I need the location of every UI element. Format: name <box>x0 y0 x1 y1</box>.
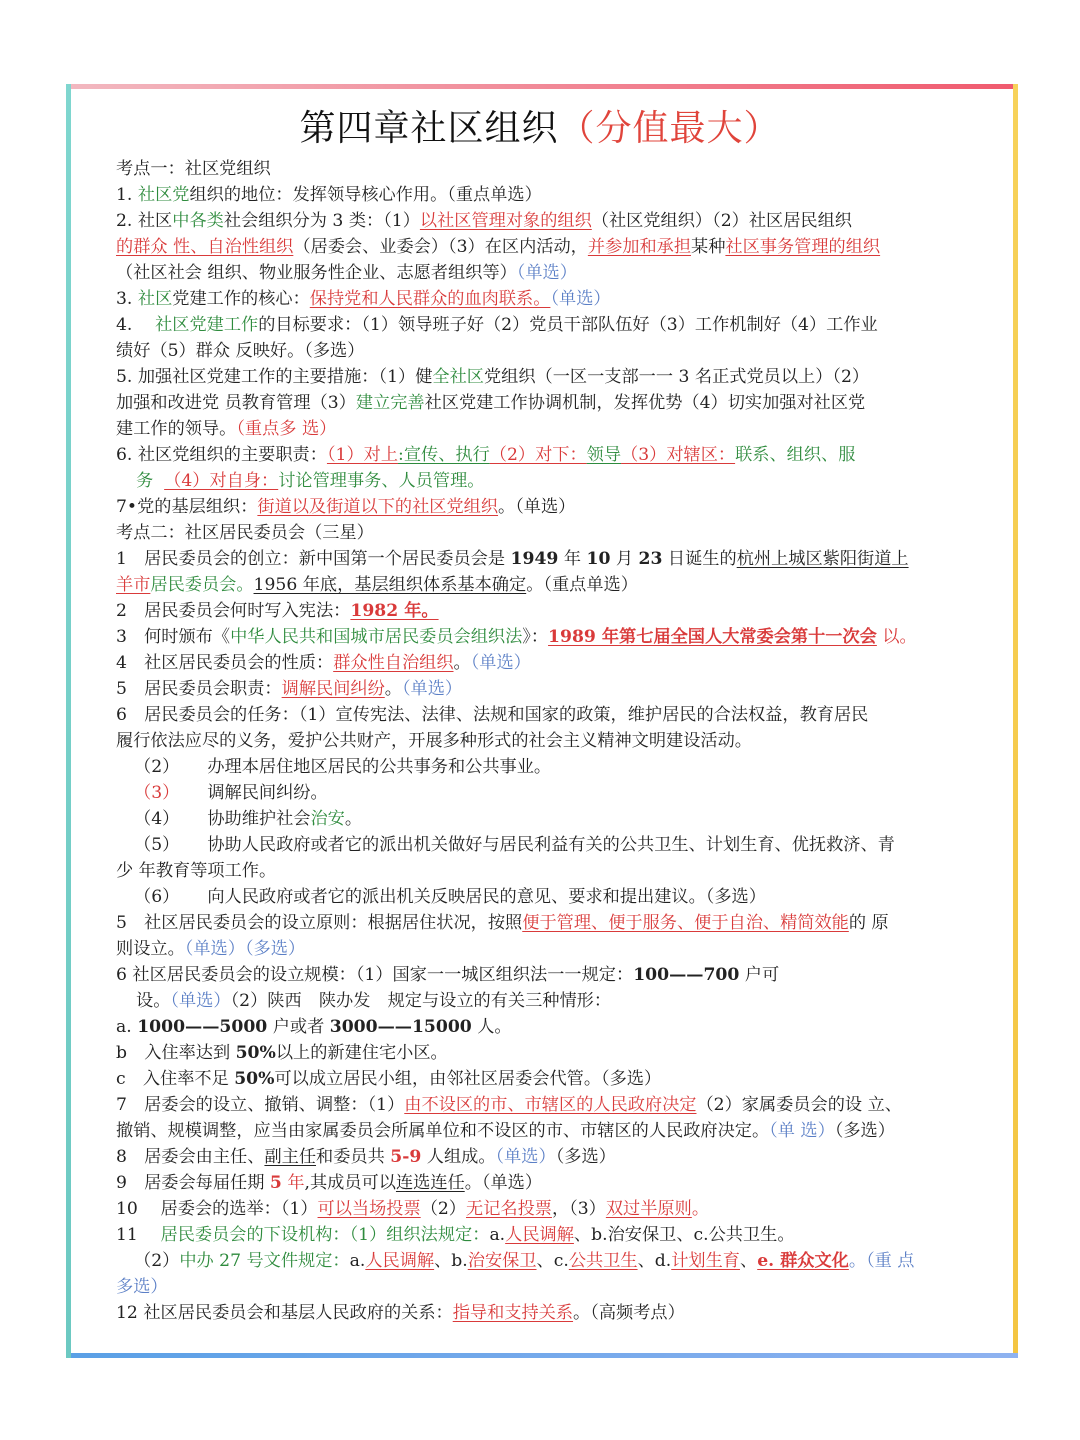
seg: 可以成立居民小组，由邻社区居委会代管。（多选） <box>274 1069 662 1089</box>
seg: 、c. <box>536 1251 569 1271</box>
seg: a. <box>489 1225 506 1245</box>
text-line <box>116 1014 986 1040</box>
seg: 3. <box>116 289 138 309</box>
seg: 年 <box>281 1173 305 1193</box>
text-line <box>116 988 986 1014</box>
seg: 社区党 <box>137 185 190 205</box>
text-line <box>116 1066 986 1092</box>
seg: 4. <box>116 315 156 335</box>
seg: 组织的地位：发挥领导核心作用。（重点单选） <box>189 185 542 205</box>
seg: 居民委员会。 <box>150 575 254 595</box>
seg: 50% <box>235 1043 276 1063</box>
seg: 人民调解 <box>365 1251 435 1271</box>
seg: 12 社区居民委员会和基层人民政府的关系： <box>116 1303 453 1323</box>
seg: 务 <box>136 471 154 491</box>
seg: （单选） <box>401 679 463 699</box>
seg: a. <box>349 1251 366 1271</box>
seg: （单选）（多选） <box>184 939 306 959</box>
seg: 。（重 点 <box>848 1251 915 1271</box>
seg: 。 <box>344 809 363 829</box>
text-line <box>116 546 986 572</box>
seg: 人。 <box>471 1017 512 1037</box>
seg: 的 原 <box>848 913 889 933</box>
seg: （单选） <box>550 289 611 309</box>
text-line <box>116 1300 986 1326</box>
seg: 可以当场投票 <box>317 1199 421 1219</box>
seg: （单选） <box>170 991 231 1011</box>
text-line <box>116 416 986 442</box>
seg: 社区事务管理的组织 <box>725 237 881 257</box>
seg: 中各类 <box>172 211 224 231</box>
seg: 群众性自治组织 <box>333 653 454 673</box>
seg: 1. <box>116 185 138 205</box>
seg: 9 居委会每届任期 <box>116 1173 270 1193</box>
text-line <box>116 1274 986 1300</box>
seg: 副主任 <box>264 1147 317 1167</box>
seg: （4）对自身： <box>164 471 279 491</box>
seg: 协助维护社会 <box>207 809 311 829</box>
text-line <box>116 390 986 416</box>
seg: 50% <box>234 1069 275 1089</box>
seg: （单选） <box>495 1147 556 1167</box>
text-line <box>116 754 986 780</box>
heading-text: 考点二：社区居民委员会（三星） <box>116 523 374 543</box>
seg: 4 社区居民委员会的性质： <box>116 653 334 673</box>
seg: 则设立。 <box>116 939 185 959</box>
page-title <box>0 104 1080 154</box>
seg: 以上的新建住宅小区。 <box>275 1043 448 1063</box>
seg: 6 居民委员会的任务：（1）宣传宪法、法律、法规和国家的政策，维护居民的合法权益，教育居民 <box>116 705 869 725</box>
seg: 日诞生的 <box>662 549 737 569</box>
seg: 、 <box>740 1251 758 1271</box>
seg: 8 居委会由主任、 <box>116 1147 265 1167</box>
seg: 1956 年底，基层组织体系基本确定 <box>253 575 527 595</box>
seg: （2）对下： <box>489 445 587 465</box>
seg: 的群众 性、自治性组织 <box>116 237 294 257</box>
seg: （4） <box>134 809 180 829</box>
seg: 社会组织分为 3 类：（1） <box>223 211 420 231</box>
seg: 某种 <box>691 237 726 257</box>
seg: 街道以及街道以下的社区党组织 <box>257 497 499 517</box>
seg: 5 社区居民委员会的设立原则：根据居住状况，按照 <box>116 913 523 933</box>
seg: 领导 <box>586 445 622 465</box>
text-line <box>116 312 986 338</box>
seg: 10 居委会的选举：（1） <box>116 1199 318 1219</box>
seg: 人民调解 <box>505 1225 574 1245</box>
frame-left-border <box>66 84 71 1358</box>
text-line <box>116 1170 986 1196</box>
seg: 2 居民委员会何时写入宪法： <box>116 601 351 621</box>
text-line <box>116 494 986 520</box>
seg: 无记名投票 <box>466 1199 552 1219</box>
seg: 党建工作的核心： <box>172 289 310 309</box>
seg: 公共卫生 <box>568 1251 638 1271</box>
section-heading-1 <box>116 156 986 182</box>
seg: 7 居委会的设立、撤销、调整：（1） <box>116 1095 405 1115</box>
seg: 设。 <box>136 991 171 1011</box>
seg: 社区党建工作 <box>155 315 259 335</box>
seg: 、d. <box>637 1251 672 1271</box>
seg: 5 居民委员会职责： <box>116 679 282 699</box>
seg: e. 群众文化 <box>757 1251 849 1271</box>
title-main: 第四章社区组织 <box>299 108 559 149</box>
text-line <box>116 1092 986 1118</box>
seg: （3）对辖区： <box>621 445 736 465</box>
seg: 月 <box>610 549 639 569</box>
seg: 多选） <box>116 1277 168 1297</box>
seg: 便于管理、便于服务、便于自治、精简效能 <box>522 913 849 933</box>
seg: 7•党的基层组织： <box>116 497 258 517</box>
seg: a. <box>116 1017 138 1037</box>
text-line <box>116 676 986 702</box>
seg: 少 年教育等项工作。 <box>116 861 277 881</box>
seg: 23 <box>638 549 663 569</box>
text-line <box>116 1040 986 1066</box>
seg: 调解民间纠纷。 <box>207 783 328 803</box>
seg: 1989 年第七届全国人大常委会第十一次会 <box>548 627 877 647</box>
text-line <box>116 702 986 728</box>
text-line <box>116 1248 986 1274</box>
text-line <box>116 286 986 312</box>
seg: 10 <box>586 549 611 569</box>
seg: 联系、组织、服 <box>735 445 856 465</box>
text-line <box>116 1144 986 1170</box>
seg: （多选） <box>555 1147 616 1167</box>
seg: 5-9 <box>390 1147 422 1167</box>
seg: ，（3） <box>551 1199 606 1219</box>
seg: 社区 <box>137 289 173 309</box>
seg: （单选） <box>516 263 577 283</box>
text-line <box>116 936 986 962</box>
heading-text: 考点一：社区党组织 <box>116 159 271 179</box>
text-line <box>116 260 986 286</box>
text-line <box>116 234 986 260</box>
text-line <box>116 962 986 988</box>
seg: 11 <box>116 1225 161 1245</box>
seg: 绩好（5）群众 反映好。（多选） <box>116 341 365 361</box>
seg: （多选） <box>834 1121 895 1141</box>
seg: 居民委员会的下设机构：（1）组织法规定： <box>160 1225 490 1245</box>
seg: 治安 <box>310 809 345 829</box>
text-line <box>116 1196 986 1222</box>
text-line <box>116 364 986 390</box>
seg: 撤销、规模调整，应当由家属委员会所属单位和不设区的市、市辖区的人民政府决定。 <box>116 1121 770 1141</box>
seg: （社区社会 组织、物业服务性企业、志愿者组织等） <box>116 263 517 283</box>
seg: （社区党组织）（2）社区居民组织 <box>591 211 852 231</box>
seg: 3 何时颁布《 <box>116 627 231 647</box>
frame-right-border <box>1013 84 1018 1358</box>
seg: 讨论管理事务、人员管理。 <box>278 471 485 491</box>
seg: 协助人民政府或者它的派出机关做好与居民利益有关的公共卫生、计划生育、优抚救济、青 <box>207 835 895 855</box>
seg: 1 居民委员会的创立：新中国第一个居民委员会是 <box>116 549 511 569</box>
text-line <box>116 858 986 884</box>
text-line <box>116 910 986 936</box>
text-line <box>116 884 986 910</box>
seg: 双过半原则 <box>605 1199 692 1219</box>
seg: 全社区 <box>432 367 484 387</box>
seg: 连选连任 <box>395 1173 465 1193</box>
seg: （单 选） <box>769 1121 835 1141</box>
text-line <box>116 572 986 598</box>
seg: 1000——5000 <box>137 1017 268 1037</box>
seg: （重点多 选） <box>236 419 337 439</box>
seg: 1982 年。 <box>350 601 439 621</box>
seg: 中办 27 号文件规定： <box>179 1251 350 1271</box>
seg: ,其成员可以 <box>304 1173 396 1193</box>
frame-bottom-border <box>66 1353 1018 1358</box>
seg: 户可 <box>739 965 780 985</box>
seg: 100——700 <box>633 965 740 985</box>
seg: 向人民政府或者它的派出机关反映居民的意见、要求和提出建议。（多选） <box>207 887 766 907</box>
seg: b 入住率达到 <box>116 1043 236 1063</box>
seg: （1）对上 <box>326 445 399 465</box>
seg: （2） <box>420 1199 466 1219</box>
seg: 办理本居住地区居民的公共事务和公共事业。 <box>207 757 552 777</box>
seg: 。 <box>384 679 402 699</box>
title-highlight: （分值最大） <box>558 108 781 149</box>
seg: 以社区管理对象的组织 <box>419 211 592 231</box>
frame-top-border <box>66 84 1018 89</box>
text-line <box>116 1222 986 1248</box>
seg: 。（单选） <box>498 497 576 517</box>
seg: 6 社区居民委员会的设立规模：（1）国家一一城区组织法一一规定： <box>116 965 634 985</box>
seg: （2）陕西 陕办发 规定与设立的有关三种情形： <box>230 991 612 1011</box>
seg: 社区党建工作协调机制，发挥优势（4）切实加强对社区党 <box>424 393 866 413</box>
text-line <box>116 338 986 364</box>
seg: 建立完善 <box>355 393 425 413</box>
text-line <box>116 728 986 754</box>
section-heading-2 <box>116 520 986 546</box>
seg: 调解民间纠纷 <box>281 679 385 699</box>
text-line <box>116 650 986 676</box>
text-line <box>116 624 986 650</box>
seg: 、b.治安保卫、c.公共卫生。 <box>573 1225 795 1245</box>
text-line <box>116 598 986 624</box>
seg: 。（单选） <box>464 1173 543 1193</box>
seg: 6. 社区党组织的主要职责： <box>116 445 327 465</box>
seg: 5. 加强社区党建工作的主要措施：（1）健 <box>116 367 433 387</box>
seg: 计划生育 <box>671 1251 740 1271</box>
seg: :宣传、执行 <box>398 445 490 465</box>
seg: 5 <box>269 1173 282 1193</box>
seg: （3） <box>134 783 180 803</box>
seg: 加强和改进党 员教育管理（3） <box>116 393 356 413</box>
seg: 由不设区的市、市辖区的人民政府决定 <box>404 1095 697 1115</box>
text-line <box>116 182 986 208</box>
seg: （2）家属委员会的设 立、 <box>696 1095 902 1115</box>
text-line <box>116 468 986 494</box>
seg: （2） <box>134 1251 180 1271</box>
seg: 建工作的领导。 <box>116 419 237 439</box>
seg: （5） <box>134 835 180 855</box>
seg: 2. 社区 <box>116 211 173 231</box>
seg: 中华人民共和国城市居民委员会组织法 <box>230 627 523 647</box>
seg: 年 <box>558 549 587 569</box>
text-line <box>116 832 986 858</box>
text-line <box>116 780 986 806</box>
seg: （单选） <box>470 653 531 673</box>
text-line <box>116 806 986 832</box>
seg: 3000——15000 <box>329 1017 472 1037</box>
seg: 和委员共 <box>316 1147 391 1167</box>
seg: 的目标要求：（1）领导班子好（2）党员干部队伍好（3）工作机制好（4）工作业 <box>258 315 878 335</box>
seg: 并参加和承担 <box>587 237 692 257</box>
seg: 人组成。 <box>421 1147 496 1167</box>
seg: 履行依法应尽的义务，爱护公共财产，开展多种形式的社会主义精神文明建设活动。 <box>116 731 752 751</box>
seg: （6） <box>134 887 180 907</box>
seg: c 入住率不足 <box>116 1069 235 1089</box>
seg: 党组织（一区一支部一一 3 名正式党员以上）（2） <box>483 367 870 387</box>
document-body <box>116 156 986 1326</box>
seg: 1949 <box>510 549 559 569</box>
seg: 户或者 <box>267 1017 330 1037</box>
seg: 》： <box>522 627 549 647</box>
seg: 、b. <box>434 1251 468 1271</box>
text-line <box>116 442 986 468</box>
seg: 杭州上城区紫阳街道上 <box>736 549 909 569</box>
seg: 羊市 <box>116 575 151 595</box>
seg: 。（高频考点） <box>573 1303 685 1323</box>
seg: 。（重点单选） <box>526 575 638 595</box>
seg: （2） <box>134 757 180 777</box>
seg: 。 <box>691 1199 710 1219</box>
seg: 治安保卫 <box>467 1251 537 1271</box>
text-line <box>116 1118 986 1144</box>
seg: 以。 <box>876 627 917 647</box>
text-line <box>116 208 986 234</box>
seg: 指导和支持关系 <box>452 1303 574 1323</box>
seg: （居委会、业委会）（3）在区内活动， <box>293 237 588 257</box>
seg: 保持党和人民群众的血肉联系。 <box>309 289 551 309</box>
seg: 。 <box>453 653 471 673</box>
